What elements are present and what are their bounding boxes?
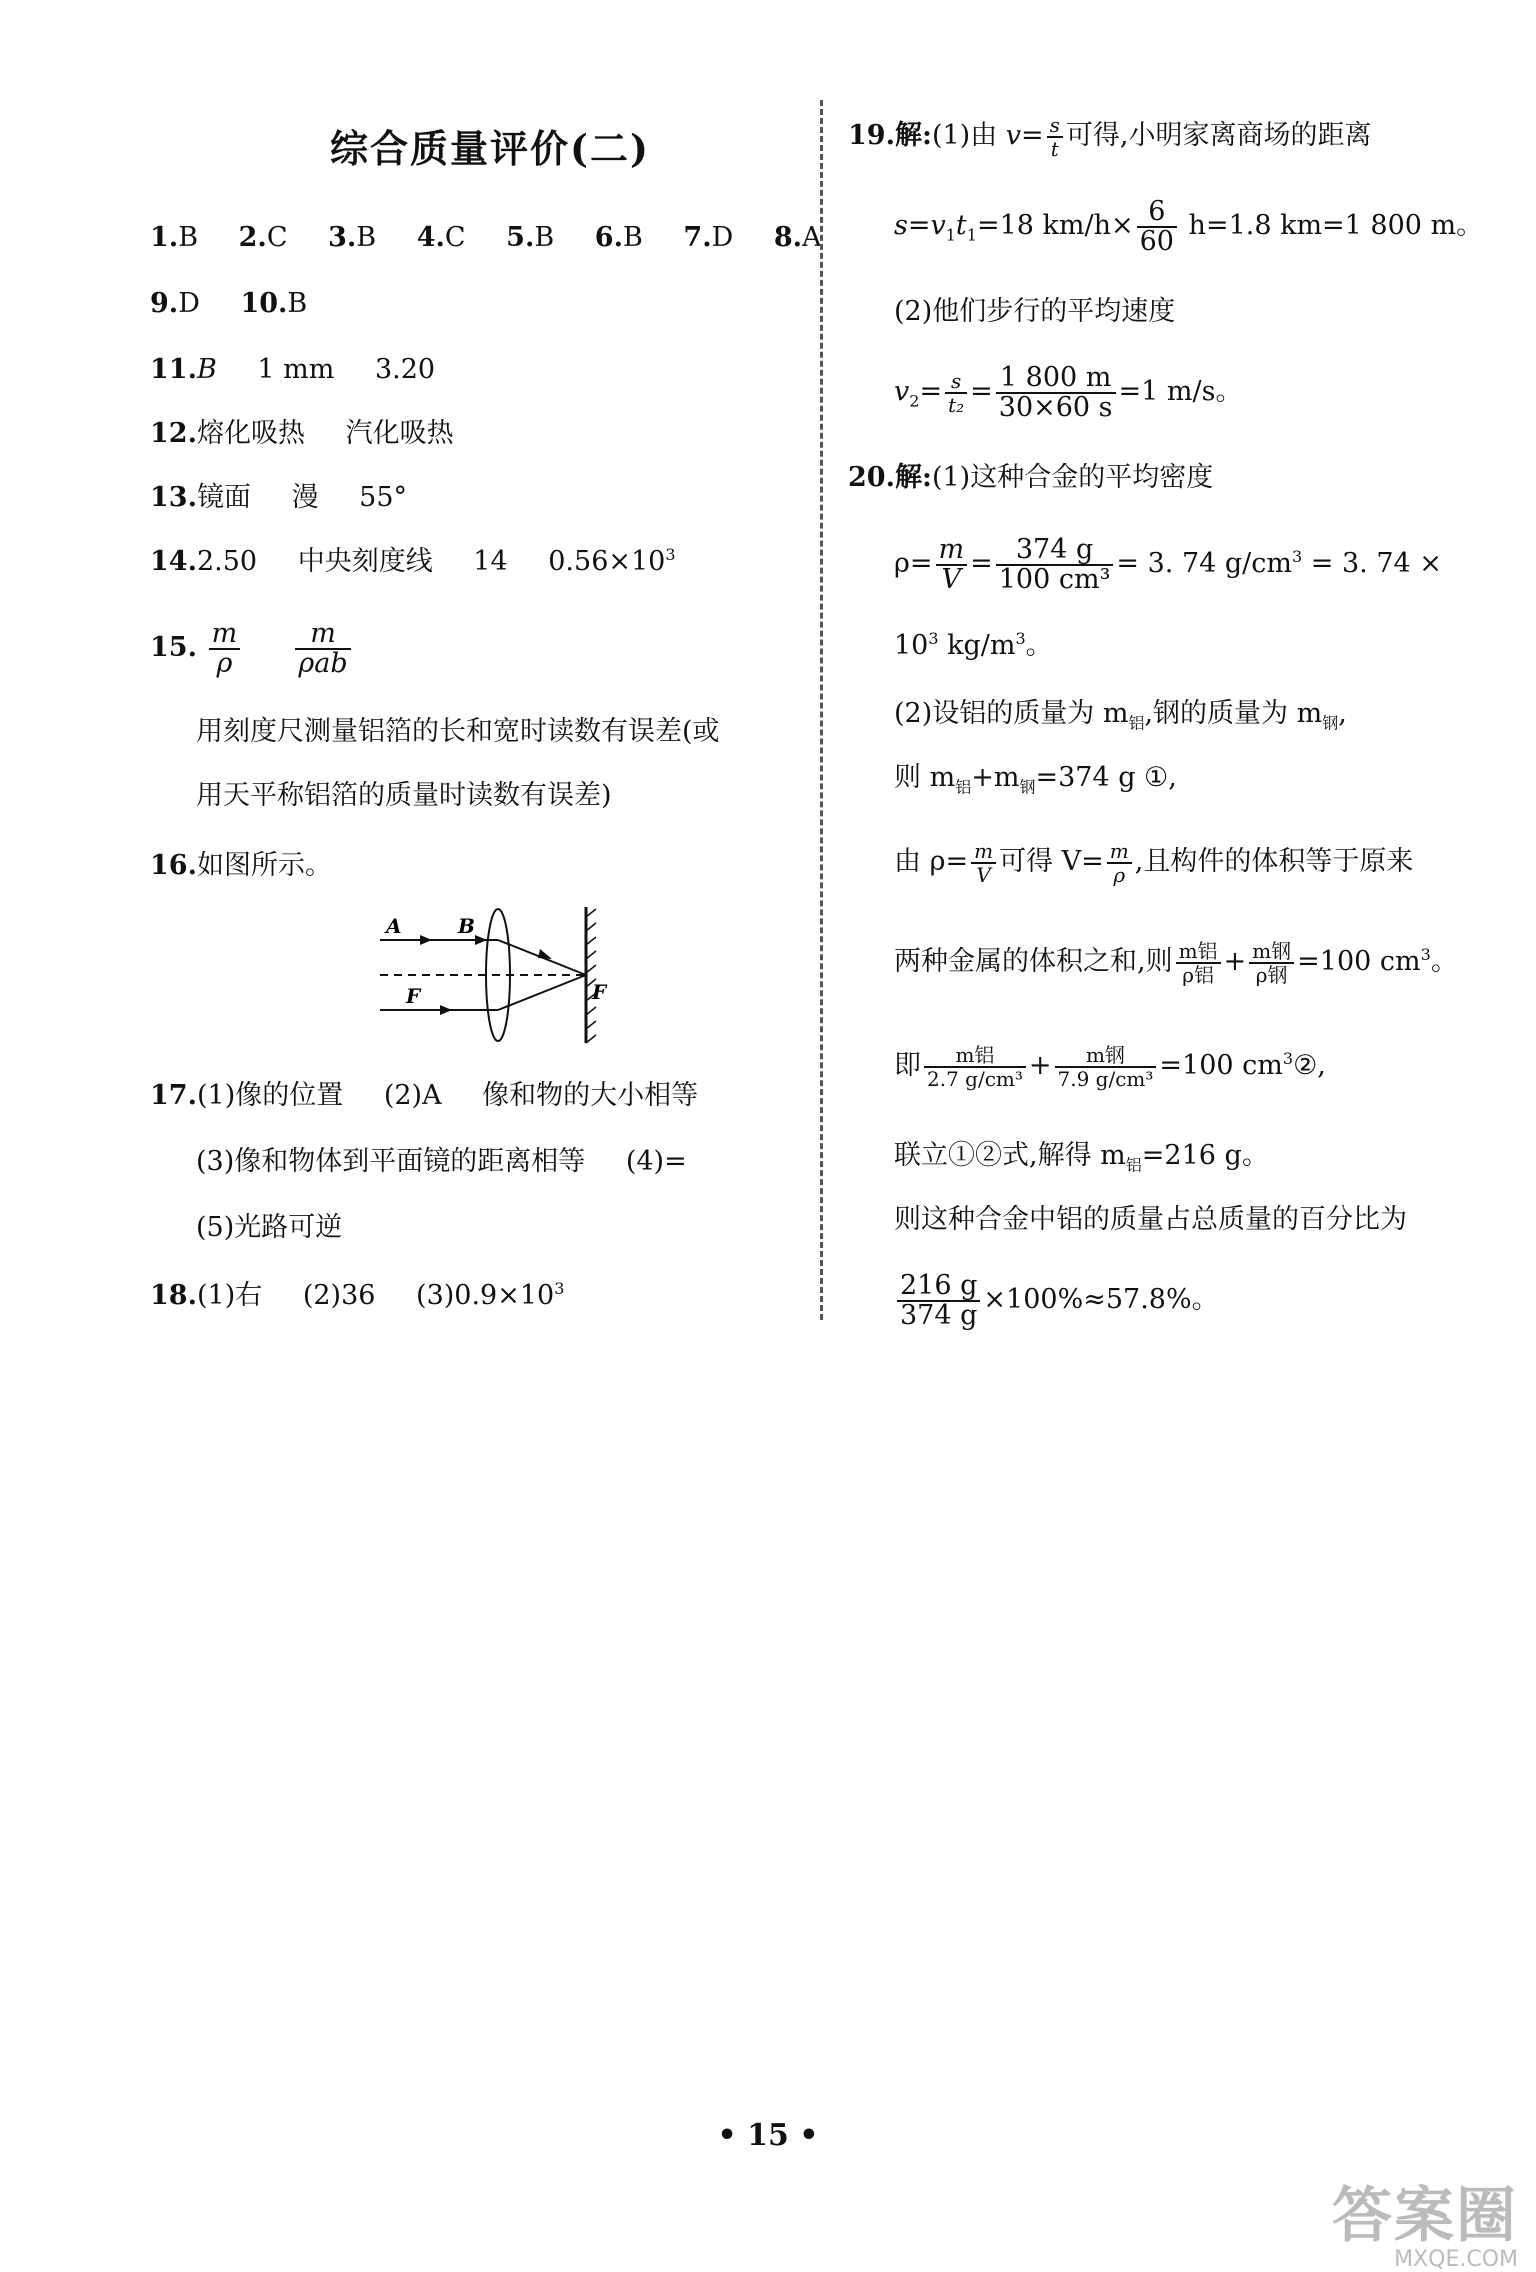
answer-20-line-3: $10^3$ $kg/m^3$。 — [894, 629, 1053, 661]
fraction: $\frac{\text{m钢}}{\text{7.9 g/cm³}}$ — [1055, 1044, 1157, 1090]
fraction: $\frac{s}{\text{t₂}}$ — [945, 370, 967, 416]
answer-17-line-1: 17.(1)像的位置 (2)A 像和物的大小相等 — [150, 1080, 699, 1111]
fraction: $\frac{\text{m钢}}{\text{ρ钢}}$ — [1249, 940, 1294, 986]
label-b: B — [458, 914, 475, 938]
answer-17-line-3: (5)光路可逆 — [196, 1212, 343, 1243]
answer-20-line-2: ρ= $\frac{m}{V}$ = $\frac{374 g}{\text{100 cm³}}$ = 3. 74 $g/cm^3 = 3$. 74 × — [894, 533, 1442, 595]
answer-13: 13.镜面 漫 55° — [150, 482, 408, 513]
arrow-icon — [420, 935, 432, 945]
fraction: $\frac{m}{\rho}$ — [1107, 840, 1132, 886]
answer-20-line-6: 由 ρ= $\frac{m}{V}$ 可得 V= $\frac{m}{\rho}$ ,且构件的体积等于原来 — [894, 838, 1414, 887]
answer-18: 18.(1)右 (2)36 $(3)0.9\times 10^3$ — [150, 1279, 565, 1311]
answer-17-line-2: (3)像和物体到平面镜的距离相等 (4)= — [196, 1146, 687, 1177]
answer-15: 15. $\frac{m}{\rho}$ $\frac{m}{\text{ρab}}$ — [150, 618, 354, 678]
answer-20-line-4: (2)设铝的质量为 $m_铝$,钢的质量为 $m_钢$, — [894, 698, 1347, 733]
fraction: $\frac{m}{\rho}$ — [209, 620, 241, 678]
fraction: $\frac{\text{m铝}}{\text{2.7 g/cm³}}$ — [924, 1044, 1026, 1090]
answer-19-line-1: 19.解:(1)由 v= $\frac{s}{t}$ 可得,小明家离商场的距离 — [848, 112, 1372, 161]
fraction: $\frac{1 800 m}{30\times 60 s}$ — [996, 364, 1116, 422]
answer-20-line-1: 20.解:(1)这种合金的平均密度 — [848, 462, 1214, 493]
fraction: $\frac{\text{m铝}}{\text{ρ铝}}$ — [1176, 940, 1221, 986]
answer-15-note-1: 用刻度尺测量铝箔的长和宽时读数有误差(或 — [196, 716, 720, 747]
answer-20-line-7: 两种金属的体积之和,则 $\frac{\text{m铝}}{\text{ρ铝}}$ + $\frac{\text{m钢}}{\text{ρ钢}}$ =100 $cm^3$。 — [894, 938, 1458, 987]
watermark-logo: 答案圈 MXQE.COM — [1332, 2181, 1518, 2272]
answer-19-line-2: $s=v_1t_1=18$ km/h× $\frac{6}{60}$ h=1.8 km=1 800 m。 — [894, 195, 1484, 257]
arrow-icon — [475, 935, 487, 945]
arrow-icon — [538, 949, 552, 959]
answer-19-line-4: $v_2=$ $\frac{s}{\text{t₂}}$ = $\frac{1 800 m}{30\times 60 s}$ =1 m/s。 — [894, 361, 1243, 423]
fraction: $\frac{216 g}{374 g}$ — [897, 1272, 980, 1330]
label-a: A — [386, 914, 402, 938]
label-f-left: F — [406, 984, 421, 1008]
fraction: $\frac{m}{V}$ — [936, 536, 968, 594]
page-title: 综合质量评价(二) — [330, 126, 650, 171]
refracted-ray-bottom — [498, 975, 586, 1010]
answer-20-line-10: 则这种合金中铝的质量占总质量的百分比为 — [894, 1204, 1407, 1235]
fraction: $\frac{m}{\text{ρab}}$ — [295, 620, 350, 678]
column-divider — [820, 100, 823, 1320]
answer-19-line-3: (2)他们步行的平均速度 — [894, 296, 1176, 327]
mc-row-2: 9.D 10.B — [150, 288, 308, 319]
page-number: • 15 • — [717, 2118, 819, 2153]
answer-20-line-5: 则 $m_铝+m_钢=374$ g ①, — [894, 762, 1177, 797]
fraction: $\frac{374 g}{\text{100 cm³}}$ — [996, 536, 1114, 594]
mc-row-1: 1.B 2.C 3.B 4.C 5.B 6.B 7.D 8.A — [150, 222, 822, 253]
answer-20-line-9: 联立①②式,解得 $m_铝=216$ g。 — [894, 1140, 1269, 1175]
fraction: $\frac{s}{t}$ — [1047, 114, 1063, 160]
optics-diagram — [380, 905, 610, 1045]
answer-15-note-2: 用天平称铝箔的质量时读数有误差) — [196, 780, 612, 811]
answer-16: 16.如图所示。 — [150, 850, 332, 881]
answer-20-line-11: $\frac{216 g}{374 g}$ ×100%≈57.8%。 — [894, 1270, 1219, 1330]
arrow-icon — [440, 1005, 452, 1015]
answer-12: 12.熔化吸热 汽化吸热 — [150, 418, 454, 449]
fraction: $\frac{m}{V}$ — [971, 840, 996, 886]
label-f-right: F — [592, 980, 607, 1004]
answer-14: 14.2.50 中央刻度线 14 $0.56\times 10^3$ — [150, 545, 676, 577]
answer-20-line-8: 即 $\frac{\text{m铝}}{\text{2.7 g/cm³}}$ + $\frac{\text{m钢}}{\text{7.9 g/cm³}}$ =100 $cm^3②$, — [894, 1042, 1326, 1091]
fraction: $\frac{6}{60}$ — [1137, 198, 1177, 256]
answer-11: 11.B 1 mm 3.20 — [150, 354, 436, 385]
